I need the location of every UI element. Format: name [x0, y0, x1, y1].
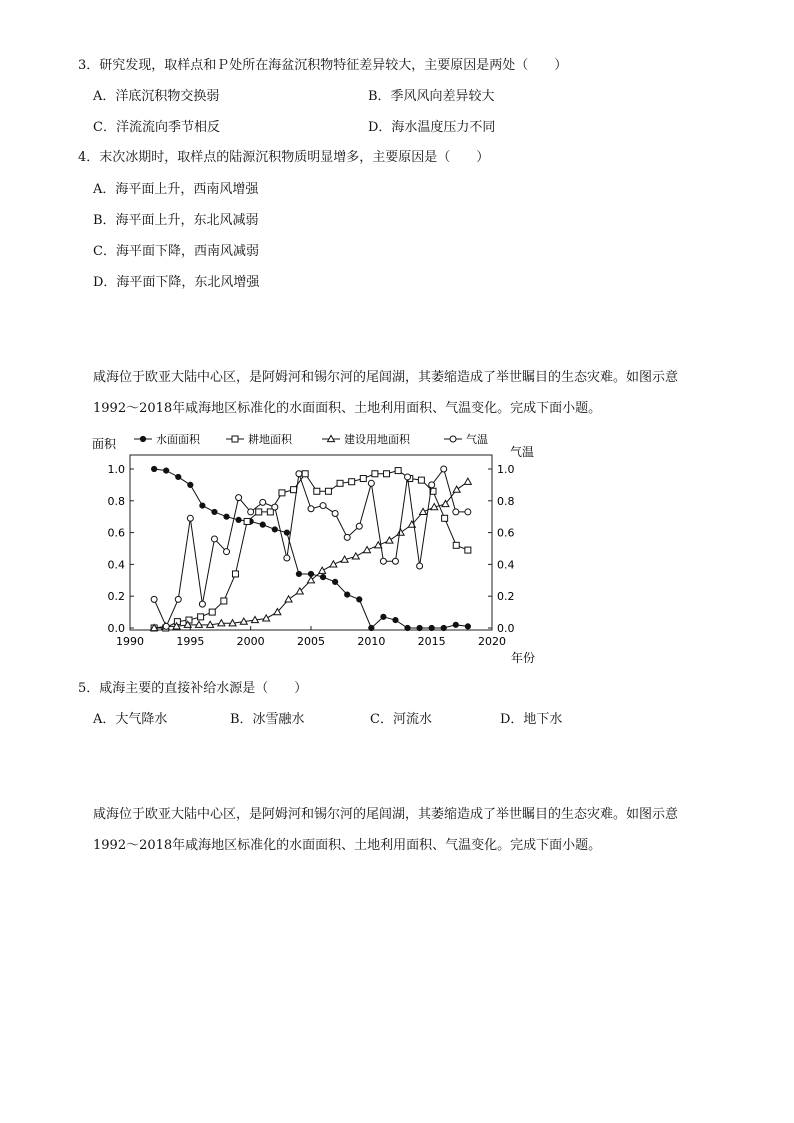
data-point: [453, 542, 459, 548]
data-point: [279, 490, 285, 496]
data-point: [198, 614, 204, 620]
y2-tick-label: 0.8: [497, 494, 515, 508]
data-point: [320, 575, 325, 580]
data-point: [356, 523, 362, 529]
data-point: [453, 622, 458, 627]
x-axis-label: 年份: [511, 651, 536, 665]
x-tick-label: 2020: [478, 635, 506, 648]
x-tick-label: 2015: [417, 635, 446, 648]
intro-line-2: 1992～2018年咸海地区标准化的水面面积、土地利用面积、气温变化。完成下面小题。: [93, 401, 602, 416]
data-point: [195, 621, 202, 627]
data-point: [380, 558, 386, 564]
data-point: [349, 479, 355, 485]
intro2-line-2: 1992～2018年咸海地区标准化的水面面积、土地利用面积、气温变化。完成下面小题。: [93, 838, 602, 853]
q5-option-c: C．河流水: [370, 712, 432, 727]
data-point: [236, 517, 241, 522]
data-point: [260, 522, 265, 527]
legend-label: 水面面积: [156, 433, 200, 446]
q5-option-b: B．冰雪融水: [230, 712, 305, 727]
data-point: [441, 625, 446, 630]
chart-legend: [134, 432, 488, 446]
data-point: [405, 625, 410, 630]
data-point: [256, 509, 262, 515]
y-tick-label: 0.0: [107, 622, 125, 635]
x-tick-label: 2000: [236, 635, 265, 648]
y-tick-label: 0.2: [107, 590, 125, 604]
data-point: [285, 596, 292, 602]
data-point: [152, 466, 157, 471]
data-point: [209, 609, 215, 615]
data-point: [369, 625, 374, 630]
data-point: [272, 527, 277, 532]
data-point: [386, 537, 393, 543]
y-tick-label: 0.6: [107, 526, 125, 540]
data-point: [352, 553, 359, 559]
data-point: [465, 624, 470, 629]
data-point: [417, 625, 422, 630]
series-2: [151, 468, 471, 631]
q3-option-b: B．季风风向差异较大: [368, 89, 495, 104]
data-point: [232, 571, 238, 577]
q5-stem: 5．咸海主要的直接补给水源是（ ）: [78, 681, 308, 696]
y-tick-label: 1.0: [107, 463, 125, 476]
data-point: [393, 617, 398, 622]
data-point: [465, 509, 471, 515]
data-point: [465, 547, 471, 553]
data-point: [164, 468, 169, 473]
data-point: [211, 536, 217, 542]
data-point: [284, 555, 290, 561]
data-point: [453, 509, 459, 515]
q3-stem: 3．研究发现，取样点和Ｐ处所在海盆沉积物特征差异较大，主要原因是两处（ ）: [78, 58, 568, 73]
data-point: [372, 471, 378, 477]
data-point: [267, 509, 273, 515]
legend-label: 耕地面积: [248, 433, 292, 446]
legend-marker: [140, 436, 145, 441]
data-point: [284, 530, 289, 535]
data-point: [357, 597, 362, 602]
data-point: [314, 488, 320, 494]
data-point: [302, 471, 308, 477]
data-point: [236, 495, 242, 501]
data-point: [405, 474, 411, 480]
data-point: [272, 504, 278, 510]
series-3: [151, 478, 472, 630]
data-point: [442, 515, 448, 521]
data-point: [441, 466, 447, 472]
y2-tick-label: 0.6: [497, 526, 515, 540]
data-point: [224, 514, 229, 519]
q5-option-d: D．地下水: [500, 712, 563, 727]
data-point: [296, 471, 302, 477]
y-axis-label: 面积: [92, 437, 117, 451]
y2-tick-label: 1.0: [497, 463, 515, 476]
land-use-chart: [90, 428, 540, 668]
data-point: [263, 615, 270, 621]
x-tick-label: 2005: [297, 635, 325, 648]
x-tick-label: 1995: [176, 635, 205, 648]
data-point: [200, 503, 205, 508]
q4-option-b: B．海平面上升，东北风减弱: [93, 213, 259, 228]
y2-tick-label: 0.4: [497, 558, 515, 572]
x-tick-label: 1990: [116, 635, 144, 648]
q3-option-c: C．洋流流向季节相反: [93, 120, 220, 135]
data-point: [417, 563, 423, 569]
q4-option-d: D．海平面下降，东北风增强: [93, 275, 260, 290]
data-point: [296, 571, 301, 576]
q4-option-c: C．海平面下降，西南风减弱: [93, 244, 259, 259]
data-point: [221, 598, 227, 604]
data-point: [337, 480, 343, 486]
y2-tick-label: 0.0: [497, 622, 515, 635]
chart-series: [151, 466, 472, 631]
data-point: [429, 482, 435, 488]
y-tick-label: 0.4: [107, 558, 125, 572]
q3-option-d: D．海水温度压力不同: [368, 120, 496, 135]
legend-label: 建设用地面积: [344, 433, 410, 446]
series-4: [151, 466, 471, 629]
data-point: [218, 620, 225, 626]
data-point: [187, 515, 193, 521]
data-point: [176, 474, 181, 479]
data-point: [368, 480, 374, 486]
data-point: [163, 623, 169, 629]
data-point: [199, 601, 205, 607]
intro2-line-1: 咸海位于欧亚大陆中心区，是阿姆河和锡尔河的尾闾湖，其萎缩造成了举世瞩目的生态灾难。如图示意: [93, 807, 679, 822]
data-point: [332, 511, 338, 517]
data-point: [291, 487, 297, 493]
data-point: [344, 534, 350, 540]
data-point: [360, 476, 366, 482]
data-point: [418, 477, 424, 483]
y2-axis-label: 气温: [510, 445, 535, 459]
data-point: [345, 592, 350, 597]
q3-option-a: A．洋底沉积物交换弱: [93, 89, 220, 104]
data-point: [397, 529, 404, 535]
data-point: [224, 549, 230, 555]
legend-marker: [232, 436, 238, 442]
data-point: [212, 509, 217, 514]
data-point: [384, 471, 390, 477]
data-point: [429, 625, 434, 630]
q4-option-a: A．海平面上升，西南风增强: [93, 182, 259, 197]
data-point: [333, 579, 338, 584]
data-point: [381, 614, 386, 619]
y2-tick-label: 0.2: [497, 590, 515, 604]
data-point: [325, 488, 331, 494]
legend-marker: [450, 436, 456, 442]
x-tick-label: 2010: [357, 635, 386, 648]
legend-label: 气温: [466, 433, 488, 446]
q5-option-a: A．大气降水: [93, 712, 168, 727]
intro-line-1: 咸海位于欧亚大陆中心区，是阿姆河和锡尔河的尾闾湖，其萎缩造成了举世瞩目的生态灾难。如图示意: [93, 370, 679, 385]
data-point: [392, 558, 398, 564]
data-point: [175, 596, 181, 602]
data-point: [308, 506, 314, 512]
data-point: [320, 503, 326, 509]
data-point: [244, 518, 250, 524]
data-point: [188, 482, 193, 487]
data-point: [151, 596, 157, 602]
y-tick-label: 0.8: [107, 494, 125, 508]
data-point: [248, 509, 254, 515]
data-point: [395, 468, 401, 474]
data-point: [453, 486, 460, 492]
data-point: [464, 478, 471, 484]
q4-stem: 4．末次冰期时，取样点的陆源沉积物质明显增多，主要原因是（ ）: [78, 150, 490, 165]
data-point: [319, 567, 326, 573]
data-point: [260, 499, 266, 505]
